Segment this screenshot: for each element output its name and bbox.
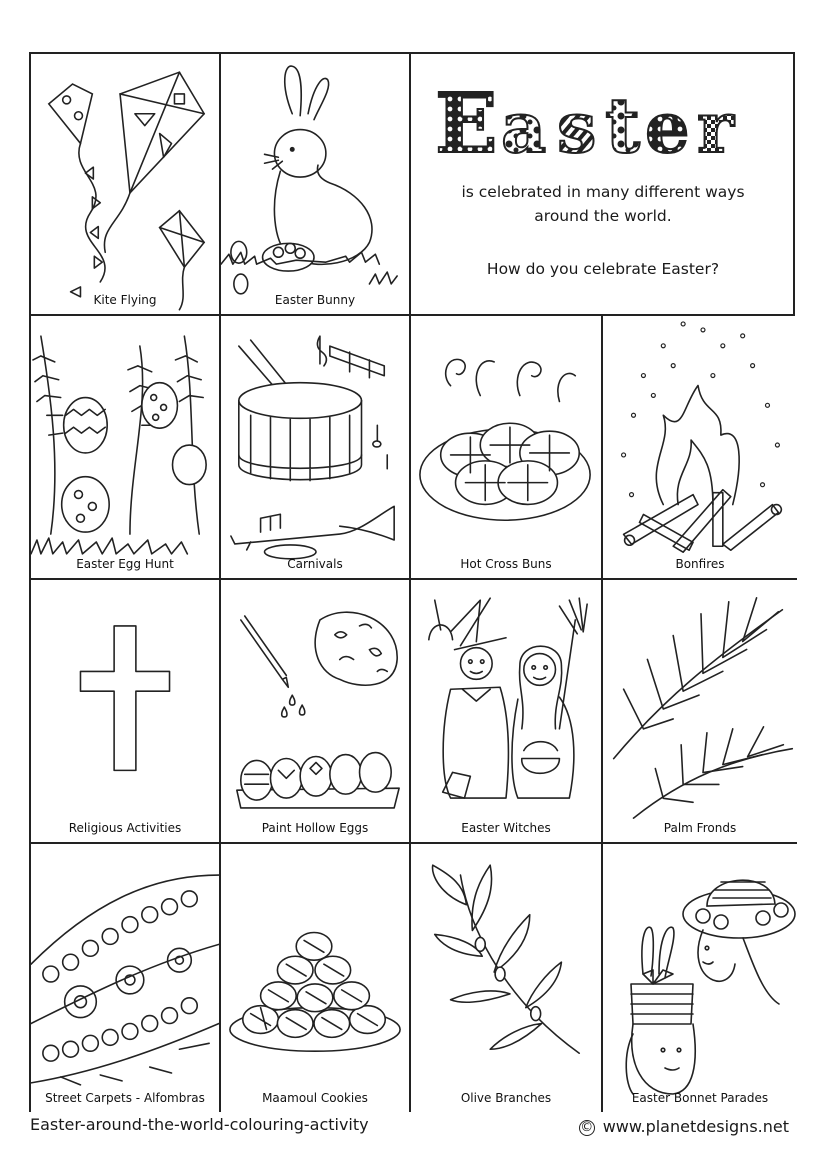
cell-paint-hollow-eggs xyxy=(221,580,411,844)
cell-street-carpets xyxy=(31,844,221,1112)
cell-easter-egg-hunt xyxy=(31,316,221,580)
easter-title-lettering xyxy=(435,84,775,164)
caption-easter-bonnet-parades: Easter Bonnet Parades xyxy=(631,1091,769,1105)
caption-street-carpets: Street Carpets - Alfombras xyxy=(45,1091,205,1105)
caption-hot-cross-buns: Hot Cross Buns xyxy=(460,557,552,571)
caption-easter-bunny: Easter Bunny xyxy=(274,293,356,307)
cell-hot-cross-buns xyxy=(411,316,603,580)
bunny-illustration xyxy=(221,54,409,314)
svg-text:t: t xyxy=(605,84,641,164)
caption-maamoul-cookies: Maamoul Cookies xyxy=(262,1091,368,1105)
copyright-icon: © xyxy=(580,1120,594,1135)
cell-easter-bunny xyxy=(221,54,411,316)
hot-cross-buns-illustration xyxy=(411,316,601,578)
bonfire-illustration xyxy=(603,316,797,578)
cell-easter-witches xyxy=(411,580,603,844)
footer-activity-title: Easter-around-the-world-colouring-activity xyxy=(30,1115,369,1134)
caption-easter-witches: Easter Witches xyxy=(461,821,551,835)
cell-easter-bonnet-parades xyxy=(603,844,797,1112)
street-carpet-illustration xyxy=(31,844,219,1112)
caption-kite-flying: Kite Flying xyxy=(93,293,157,307)
caption-palm-fronds: Palm Fronds xyxy=(663,821,737,835)
cell-olive-branches xyxy=(411,844,603,1112)
cell-maamoul-cookies xyxy=(221,844,411,1112)
caption-paint-hollow-eggs: Paint Hollow Eggs xyxy=(261,821,369,835)
footer-website xyxy=(579,1117,789,1136)
intro-text: is celebrated in many different ways around the world. xyxy=(461,183,745,225)
kite-illustration xyxy=(31,54,219,314)
colouring-sheet xyxy=(29,52,795,1112)
website-url[interactable]: www.planetdesigns.net xyxy=(602,1117,789,1136)
caption-olive-branches: Olive Branches xyxy=(460,1091,552,1105)
cell-carnivals xyxy=(221,316,411,580)
title-panel xyxy=(411,54,795,316)
cross-illustration xyxy=(31,580,219,842)
paint-eggs-illustration xyxy=(221,580,409,842)
easter-bonnet-illustration xyxy=(603,844,797,1112)
easter-witches-illustration xyxy=(411,580,601,842)
svg-text:r: r xyxy=(697,86,734,164)
caption-bonfires: Bonfires xyxy=(675,557,725,571)
caption-religious-activities: Religious Activities xyxy=(68,821,182,835)
caption-easter-egg-hunt: Easter Egg Hunt xyxy=(76,557,174,571)
maamoul-cookies-illustration xyxy=(221,844,409,1112)
olive-branch-illustration xyxy=(411,844,601,1112)
cell-bonfires xyxy=(603,316,797,580)
carnival-drum-illustration xyxy=(221,316,409,578)
cell-palm-fronds xyxy=(603,580,797,844)
caption-carnivals: Carnivals xyxy=(287,557,343,571)
svg-text:E: E xyxy=(435,84,498,164)
question-text: How do you celebrate Easter? xyxy=(486,260,720,278)
cell-religious-activities xyxy=(31,580,221,844)
svg-text:a: a xyxy=(501,86,547,164)
egg-hunt-illustration xyxy=(31,316,219,578)
cell-kite-flying xyxy=(31,54,221,316)
svg-text:e: e xyxy=(645,86,690,164)
svg-text:s: s xyxy=(557,86,597,164)
palm-fronds-illustration xyxy=(603,580,797,842)
